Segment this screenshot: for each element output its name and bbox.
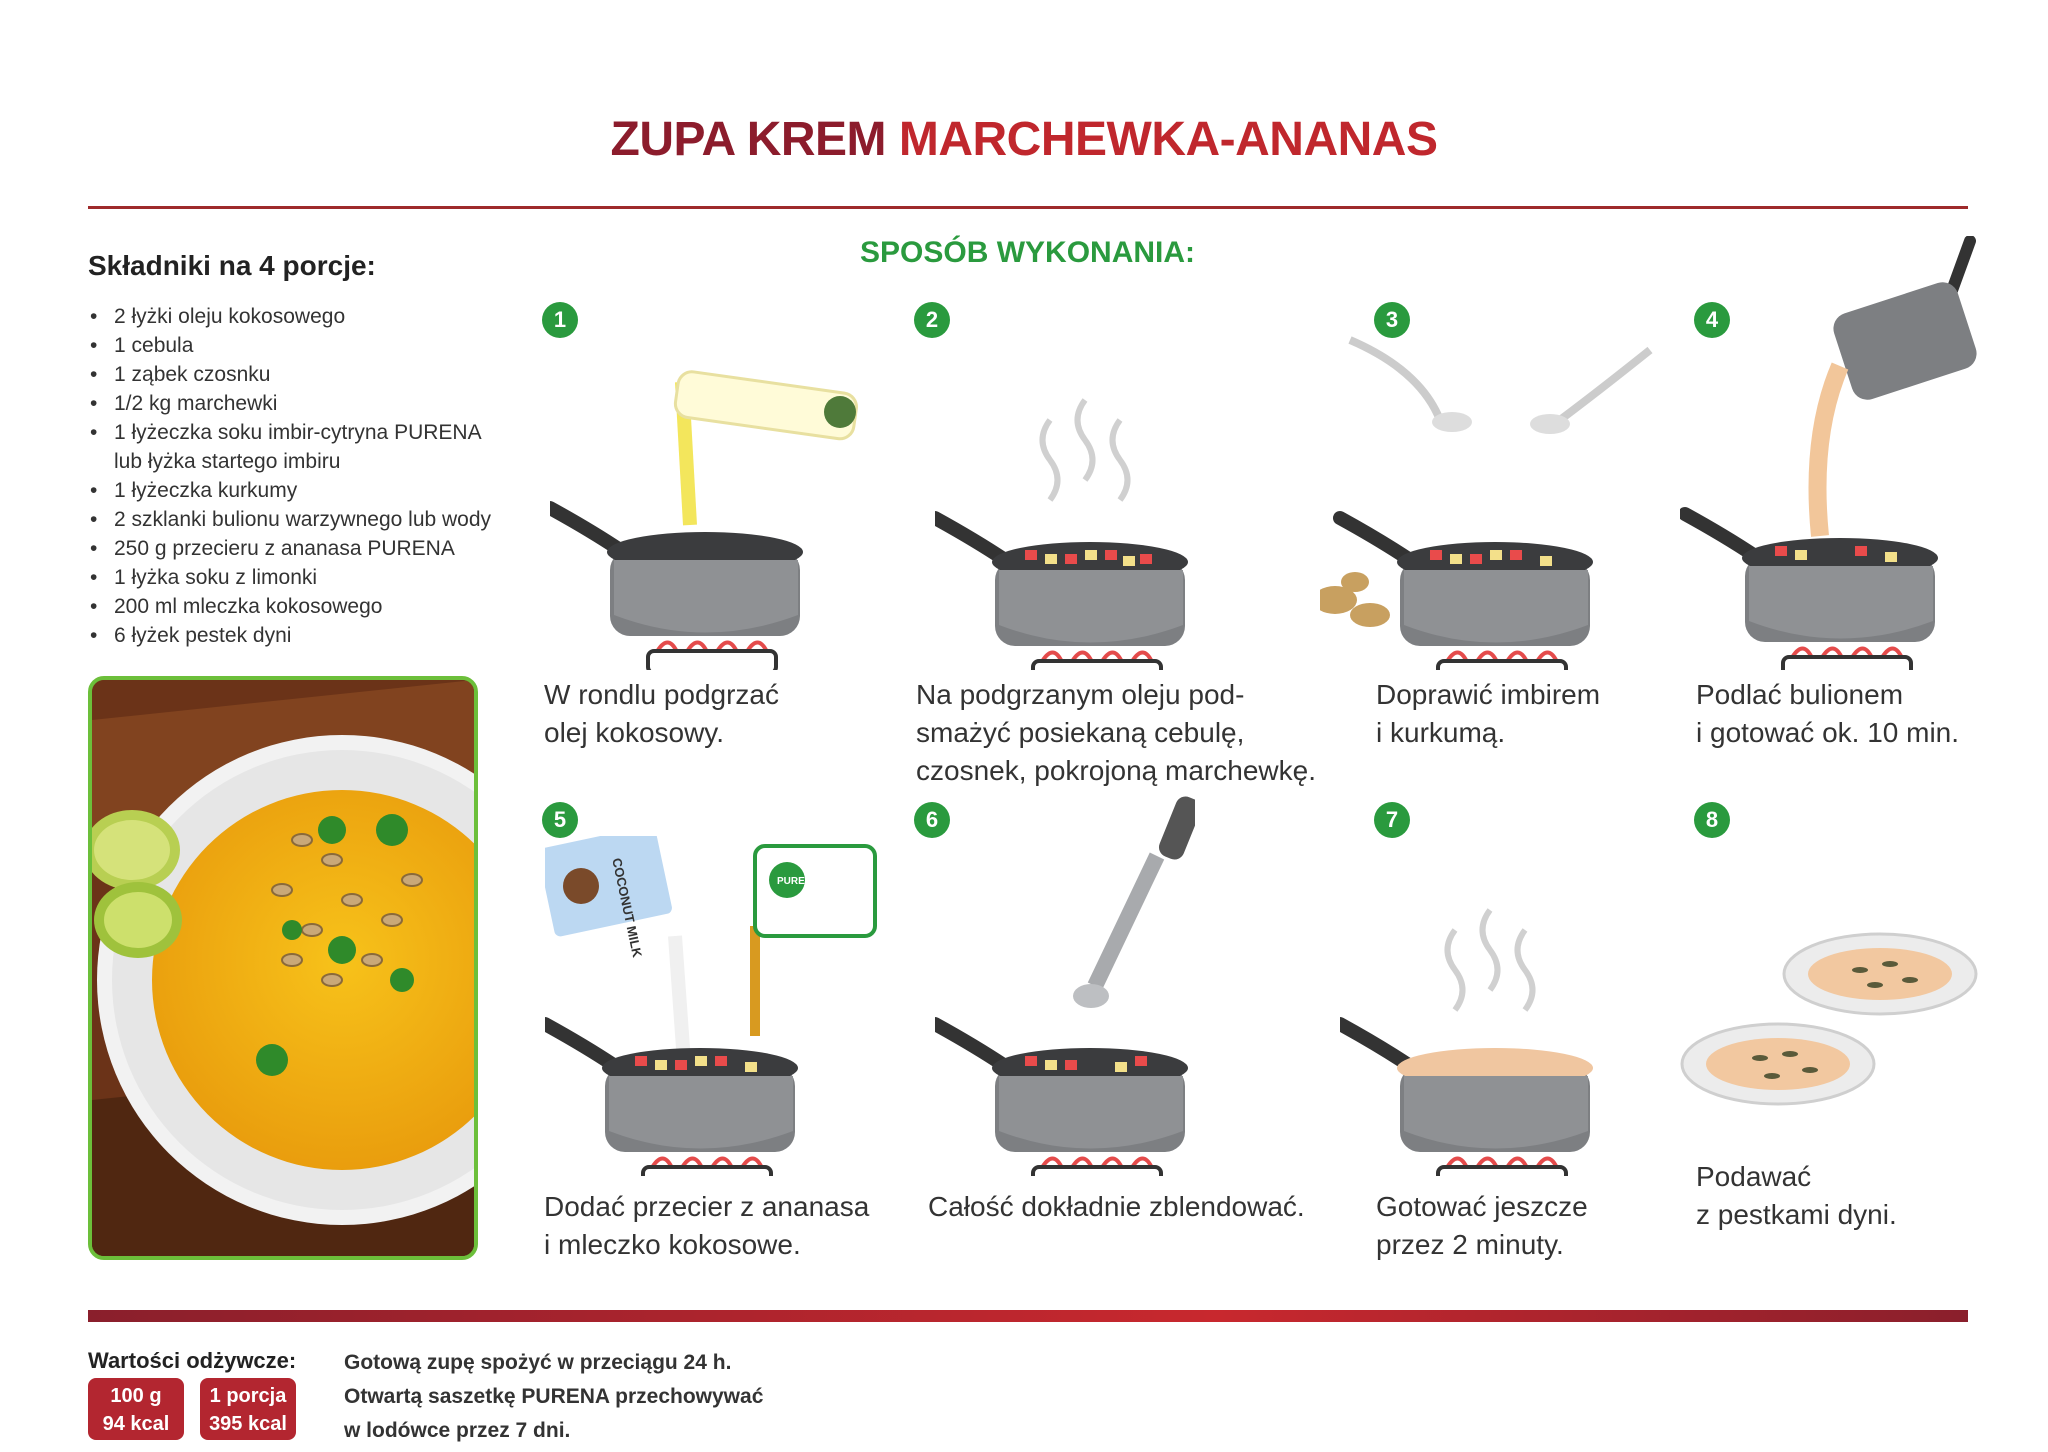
- step-8-text: [1696, 1158, 1897, 1234]
- storage-line: w lodówce przez 7 dni.: [344, 1419, 571, 1442]
- step-8-illustration: [1680, 930, 1980, 1120]
- title-part-2: MARCHEWKA-ANANAS: [898, 113, 1438, 166]
- step-5-line: Dodać przecier z ananasa: [544, 1191, 870, 1222]
- badge-line: 1 porcja: [209, 1385, 287, 1407]
- step-5-illustration: [545, 836, 885, 1176]
- ingredient-item: • 1 ząbek czosnku: [88, 360, 548, 389]
- step-5-line: i mleczko kokosowe.: [544, 1229, 801, 1260]
- nutrition-label: Wartości odżywcze:: [88, 1348, 297, 1373]
- storage-note: [344, 1346, 814, 1448]
- bottom-divider: [88, 1310, 1968, 1322]
- method-heading: SPOSÓB WYKONANIA:: [860, 236, 1196, 269]
- step-4-illustration: [1680, 236, 1980, 670]
- step-6-number: 6: [914, 802, 950, 838]
- badge-line: 100 g: [110, 1385, 162, 1407]
- step-7-text: [1376, 1188, 1588, 1264]
- step-2-line: smażyć posiekaną cebulę,: [916, 717, 1245, 748]
- ingredient-item: • 1 łyżeczka kurkumy: [88, 476, 548, 505]
- badge-line: 395 kcal: [209, 1413, 287, 1435]
- step-2-illustration: [935, 380, 1195, 670]
- ingredients-heading: Składniki na 4 porcje:: [88, 250, 376, 281]
- ingredient-item: • 1 łyżeczka soku imbir-cytryna PURENA: [88, 418, 548, 447]
- step-4-number: 4: [1694, 302, 1730, 338]
- ingredient-item: • 6 łyżek pestek dyni: [88, 621, 548, 650]
- step-6-illustration: [935, 796, 1195, 1176]
- step-3-illustration: [1320, 320, 1660, 670]
- step-5-number: 5: [542, 802, 578, 838]
- ingredient-item: • 200 ml mleczka kokosowego: [88, 592, 548, 621]
- soup-bowl-illustration: [92, 680, 474, 1256]
- ingredient-item-continued: lub łyżka startego imbiru: [114, 450, 341, 473]
- step-7-illustration: [1340, 880, 1600, 1176]
- ingredient-item: • 250 g przecieru z ananasa PURENA: [88, 534, 548, 563]
- soup-photo: [88, 676, 478, 1260]
- nutrition-badge-portion: [200, 1378, 296, 1440]
- coconut-milk-label: COCONUT MILK: [609, 856, 645, 959]
- step-4-text: [1696, 676, 1959, 752]
- step-6-text: [928, 1188, 1305, 1226]
- ingredient-item: • 2 szklanki bulionu warzywnego lub wody: [88, 505, 548, 534]
- step-2-number: 2: [914, 302, 950, 338]
- step-1-text: [544, 676, 779, 752]
- storage-line: Gotową zupę spożyć w przeciągu 24 h.: [344, 1351, 732, 1374]
- badge-line: 94 kcal: [102, 1413, 170, 1435]
- step-5-text: [544, 1188, 869, 1264]
- step-8-line: Podawać: [1696, 1161, 1812, 1192]
- step-3-line: i kurkumą.: [1376, 717, 1506, 748]
- step-3-number: 3: [1374, 302, 1410, 338]
- step-7-line: przez 2 minuty.: [1376, 1229, 1564, 1260]
- ingredient-item: • 2 łyżki oleju kokosowego: [88, 302, 548, 331]
- step-3-line: Doprawić imbirem: [1376, 679, 1601, 710]
- step-8-number: 8: [1694, 802, 1730, 838]
- step-7-line: Gotować jeszcze: [1376, 1191, 1588, 1222]
- page-title: [0, 112, 2048, 167]
- step-1-number: 1: [542, 302, 578, 338]
- step-4-line: Podlać bulionem: [1696, 679, 1904, 710]
- title-part-1: ZUPA KREM: [610, 113, 887, 166]
- step-1-line: W rondlu podgrzać: [544, 679, 780, 710]
- step-2-text: [916, 676, 1316, 790]
- step-7-number: 7: [1374, 802, 1410, 838]
- ingredient-item: • 1 łyżka soku z limonki: [88, 563, 548, 592]
- step-1-line: olej kokosowy.: [544, 717, 725, 748]
- step-8-line: z pestkami dyni.: [1696, 1199, 1897, 1230]
- ingredients-list: [88, 302, 548, 650]
- step-6-line: Całość dokładnie zblendować.: [928, 1191, 1305, 1222]
- ingredient-item: • 1 cebula: [88, 331, 548, 360]
- ingredient-item: • 1/2 kg marchewki: [88, 389, 548, 418]
- storage-line: Otwartą saszetkę PURENA przechowywać: [344, 1385, 764, 1408]
- step-2-line: czosnek, pokrojoną marchewkę.: [916, 755, 1316, 786]
- step-1-illustration: [550, 370, 910, 670]
- purena-label: PURENA: [777, 876, 820, 887]
- nutrition-badge-100g: [88, 1378, 184, 1440]
- step-2-line: Na podgrzanym oleju pod-: [916, 679, 1245, 710]
- top-divider: [88, 206, 1968, 209]
- step-4-line: i gotować ok. 10 min.: [1696, 717, 1960, 748]
- step-3-text: [1376, 676, 1600, 752]
